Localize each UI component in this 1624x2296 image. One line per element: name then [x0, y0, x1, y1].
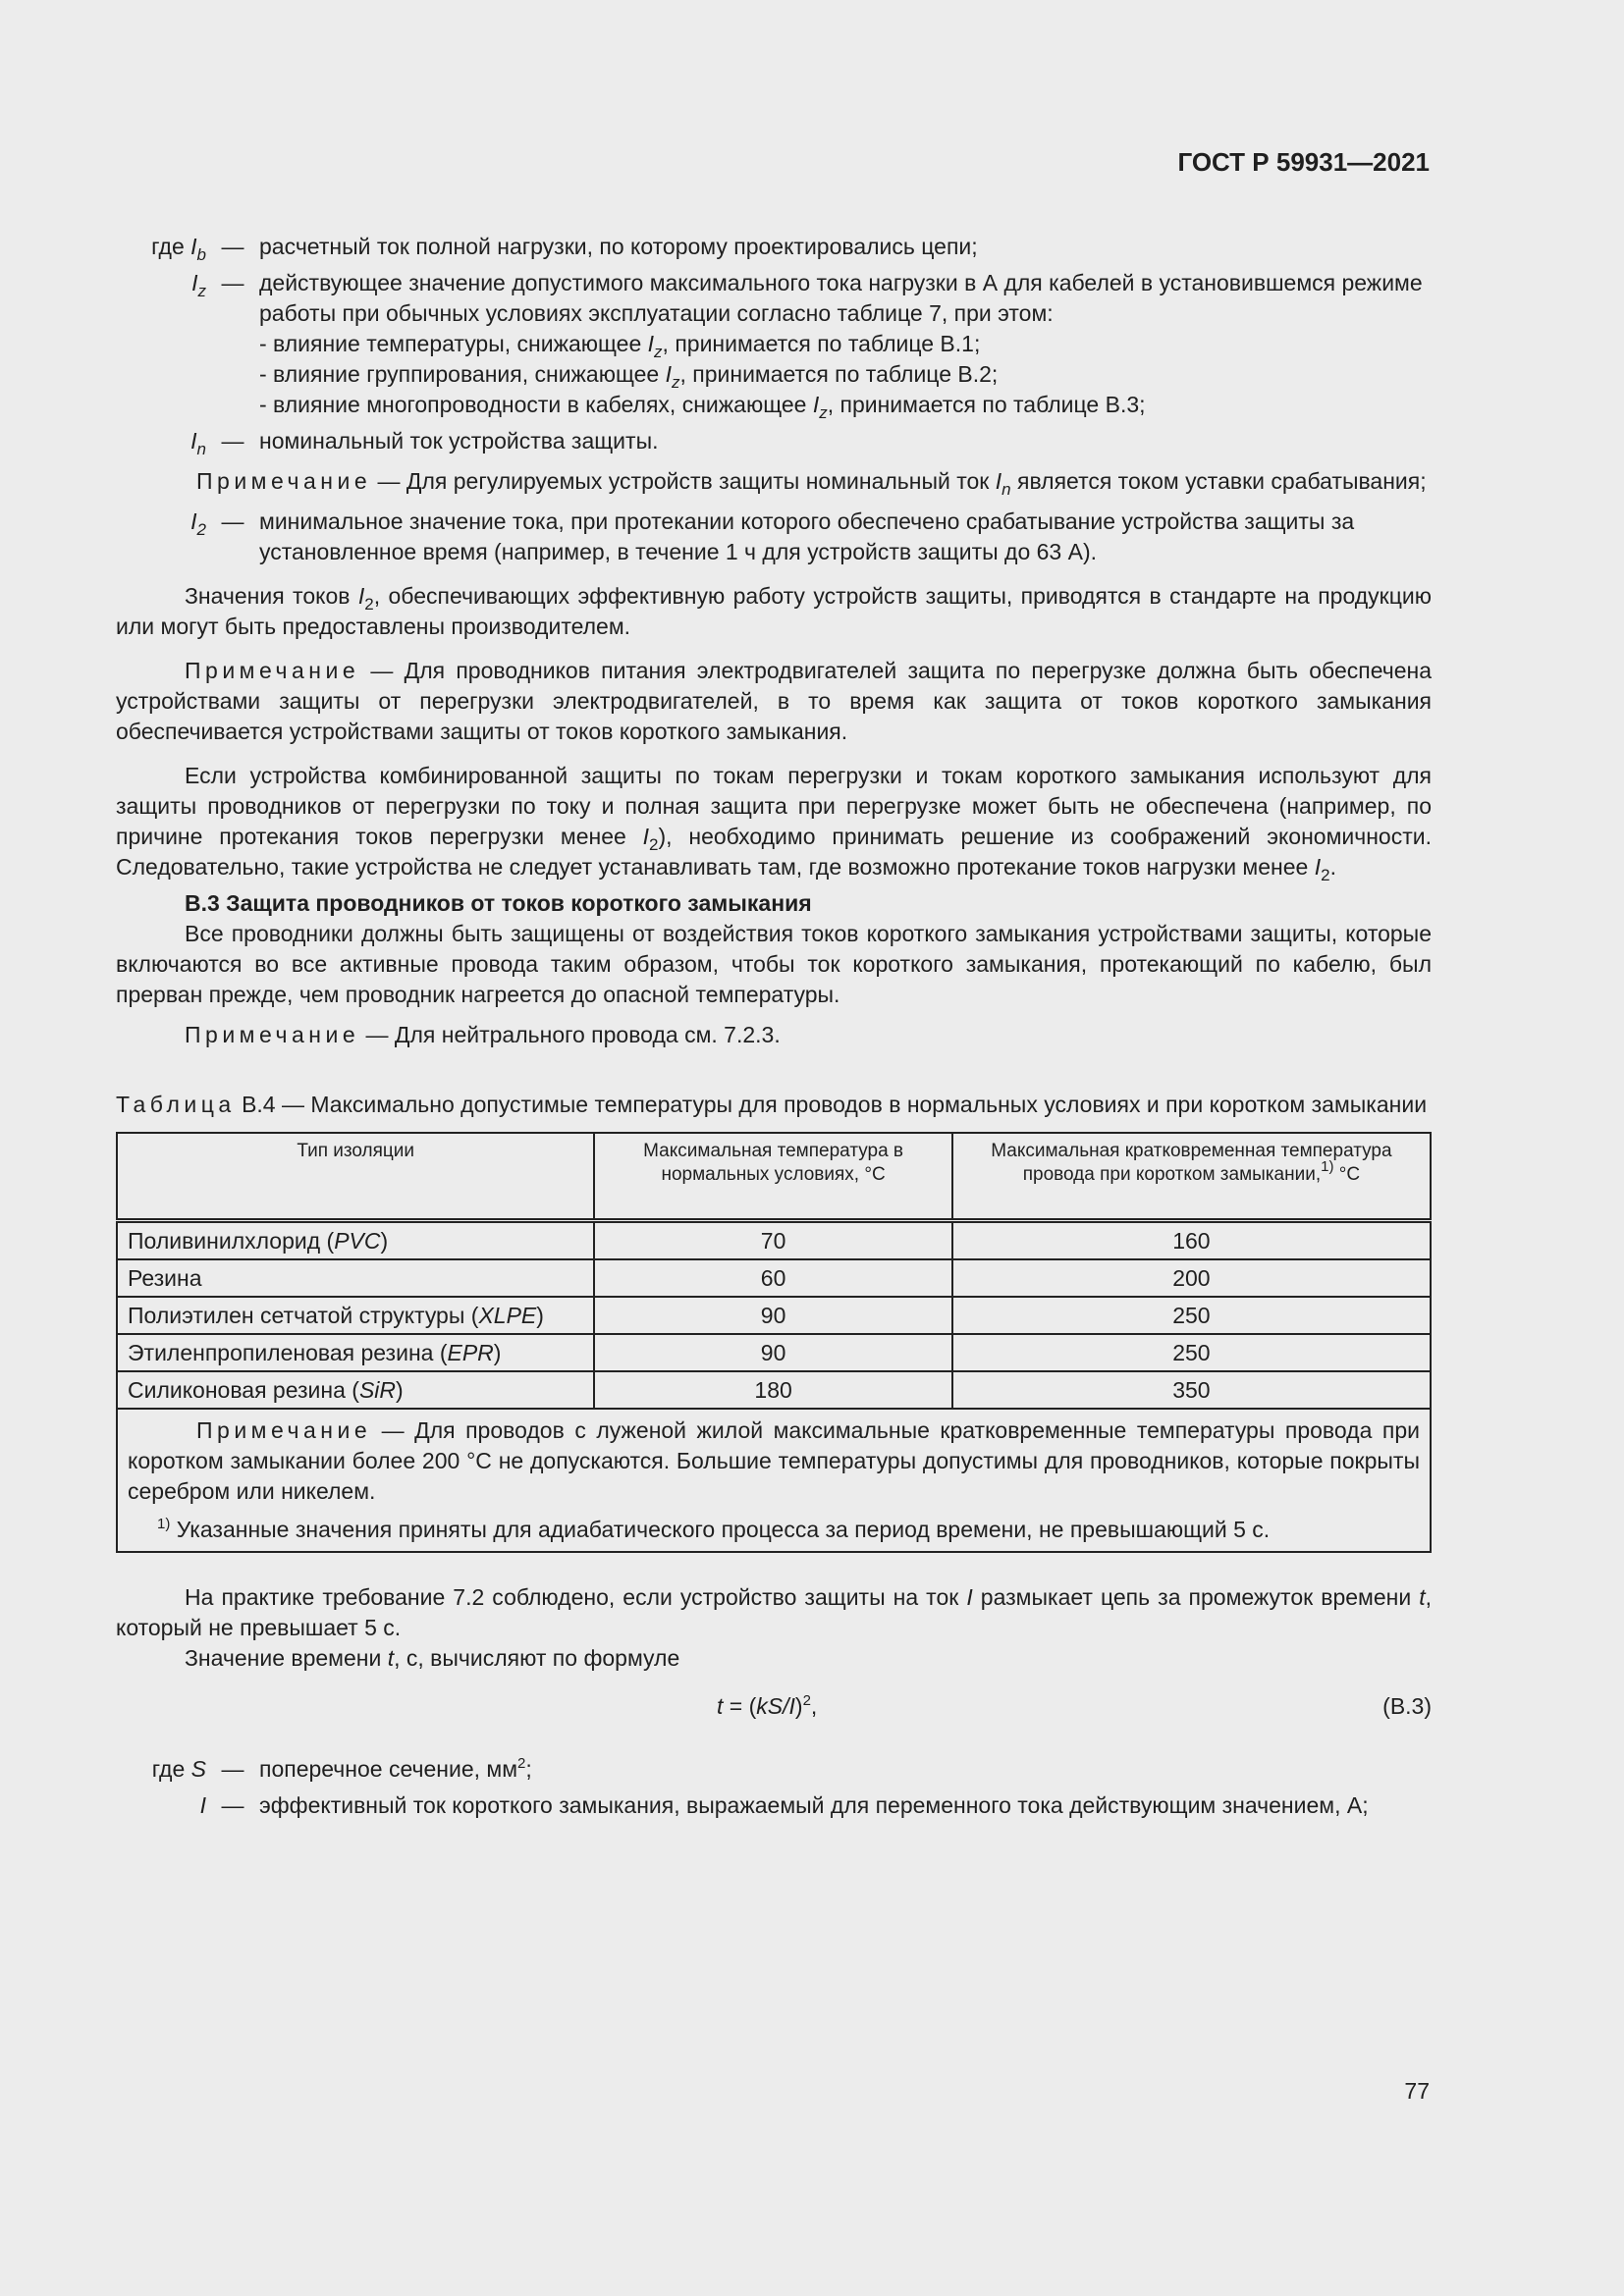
- cell-short-temp: 250: [952, 1297, 1431, 1334]
- note-neutral: Примечание — Для нейтрального провода см. 7.2.3.: [185, 1022, 781, 1047]
- definition-ib: где $I_b$ — расчетный ток полной нагрузки, по которому проектировались цепи;: [151, 234, 978, 264]
- table-b4: [116, 1132, 1432, 1553]
- page-content: [116, 232, 1432, 1821]
- document-id: ГОСТ Р 59931—2021: [1177, 147, 1430, 177]
- cell-normal-temp: 90: [594, 1297, 951, 1334]
- cell-short-temp: 250: [952, 1334, 1431, 1371]
- definition-iz: $I_z$ — действующее значение допустимого максимального тока нагрузки в А для кабелей в установившемся режиме работы при обычных условиях эксплуатации согласно таблице 7, при этом: - влияние температуры, снижающее $I_z$, принимается по таблице В.1; - влияние группирования, снижающее $I_z$, принимается по таблице В.2; - влияние многопроводности в кабелях, снижающее $I_z$, принимается по таблице В.3;: [116, 268, 1432, 420]
- note-regulated-devices: Примечание — Для регулируемых устройств защиты номинальный ток $I_n$ является током уставки срабатывания;: [196, 468, 1427, 499]
- cell-short-temp: 200: [952, 1259, 1431, 1297]
- table-footnote: $^{1)}$ Указанные значения приняты для адиабатического процесса за период времени, не превышающий 5 с.: [157, 1516, 1271, 1542]
- cell-short-temp: 350: [952, 1371, 1431, 1409]
- page-number: 77: [1404, 2078, 1430, 2104]
- paragraph-time-formula: Значение времени t, с, вычисляют по формуле: [185, 1645, 680, 1671]
- definition-i: I — эффективный ток короткого замыкания, выражаемый для переменного тока действующим значением, А;: [199, 1792, 1369, 1818]
- section-heading-b3: В.3 Защита проводников от токов короткого замыкания: [185, 890, 812, 916]
- paragraph-b3: Все проводники должны быть защищены от воздействия токов короткого замыкания устройствами защиты, которые включаются во все активные провода таким образом, чтобы ток короткого замыкания, протекающий по кабелю, был прерван прежде, чем проводник нагреется до опасной температуры.: [116, 921, 1432, 1007]
- table-note-row: [117, 1409, 1431, 1552]
- header-insulation-type: Тип изоляции: [117, 1133, 594, 1221]
- bullet-temperature: - влияние температуры, снижающее $I_z$, принимается по таблице В.1;: [259, 331, 981, 361]
- cell-insulation: Полиэтилен сетчатой структуры (XLPE): [117, 1297, 594, 1334]
- cell-normal-temp: 90: [594, 1334, 951, 1371]
- definition-s: где S — поперечное сечение, $мм^2$;: [151, 1755, 532, 1782]
- paragraph-practice: На практике требование 7.2 соблюдено, если устройство защиты на ток I размыкает цепь за промежуток времени t, который не превышает 5 с.: [116, 1584, 1433, 1640]
- header-short-circuit-temp: Максимальная кратковременная температура провода при коротком замыкании,$^{1)}$ °С: [952, 1133, 1431, 1221]
- bullet-multiconductor: - влияние многопроводности в кабелях, снижающее $I_z$, принимается по таблице В.3;: [259, 392, 1146, 422]
- formula-expression: $t = (kS/I)^2$,: [717, 1692, 818, 1719]
- cell-short-temp: 160: [952, 1221, 1431, 1260]
- cell-insulation: Этиленпропиленовая резина (EPR): [117, 1334, 594, 1371]
- paragraph-combined-protection: Если устройства комбинированной защиты по токам перегрузки и токам короткого замыкания используют для защиты проводников от перегрузки по току и полная защита при перегрузке может быть не обеспечена (например, по причине протекания токов перегрузки менее $I_2$), необходимо принимать решение из соображений экономичности. Следовательно, такие устройства не следует устанавливать там, где возможно протекание токов нагрузки менее $I_2$.: [116, 763, 1432, 884]
- table-row: [117, 1371, 1431, 1409]
- table-row: [117, 1297, 1431, 1334]
- cell-normal-temp: 180: [594, 1371, 951, 1409]
- formula-b3: [116, 1691, 1432, 1731]
- note-motor-conductors: Примечание — Для проводников питания электродвигателей защита по перегрузке должна быть обеспечена устройствами защиты от перегрузки электродвигателей, в то время как защита от токов короткого замыкания обеспечивается устройствами защиты от токов короткого замыкания.: [116, 658, 1432, 744]
- cell-normal-temp: 70: [594, 1221, 951, 1260]
- cell-insulation: Резина: [117, 1259, 594, 1297]
- cell-insulation: Поливинилхлорид (PVC): [117, 1221, 594, 1260]
- table-note: Примечание — Для проводов с луженой жилой максимальные кратковременные температуры провода при коротком замыкании более 200 °С не допускаются. Большие температуры допустимы для проводников, которые покрыты серебром или никелем.: [128, 1417, 1420, 1504]
- cell-insulation: Силиконовая резина (SiR): [117, 1371, 594, 1409]
- table-header-row: [117, 1133, 1431, 1221]
- table-row: [117, 1259, 1431, 1297]
- paragraph-i2-values: Значения токов $I_2$, обеспечивающих эффективную работу устройств защиты, приводятся в стандарте на продукцию или могут быть предоставлены производителем.: [116, 583, 1432, 639]
- table-row: [117, 1221, 1431, 1260]
- header-normal-temp: Максимальная температура в нормальных условиях, °С: [594, 1133, 951, 1221]
- table-caption: Таблица В.4 — Максимально допустимые температуры для проводов в нормальных условиях и при коротком замыкании: [116, 1092, 1428, 1117]
- formula-number: (В.3): [1382, 1693, 1432, 1719]
- where-word: где: [151, 234, 185, 259]
- definition-in: $I_n$ — номинальный ток устройства защиты.: [190, 428, 659, 458]
- table-row: [117, 1334, 1431, 1371]
- bullet-grouping: - влияние группирования, снижающее $I_z$, принимается по таблице В.2;: [259, 361, 999, 392]
- definition-i2: $I_2$ — минимальное значение тока, при протекании которого обеспечено срабатывание устройства защиты за установленное время (например, в течение 1 ч для устройств защиты до 63 А).: [190, 508, 1355, 564]
- cell-normal-temp: 60: [594, 1259, 951, 1297]
